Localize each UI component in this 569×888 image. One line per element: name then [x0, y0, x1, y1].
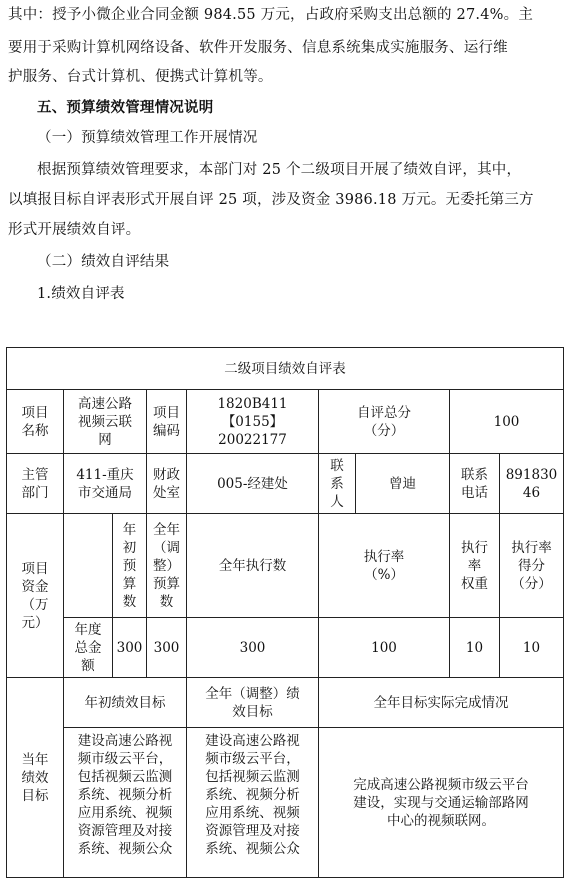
goal-adjusted-text: 建设高速公路视 频市级云平台， 包括视频云监测 系统、视频分析 应用系统、视频 资源管理及对接 系统、视频公众: [187, 728, 319, 878]
col-rate-weight: 执行 率 权重: [450, 514, 500, 618]
paragraph-line: 以填报目标自评表形式开展自评 25 项，涉及资金 3986.18 万元。无委托第三方: [8, 192, 534, 208]
contact-value: 曾迪: [356, 454, 450, 514]
annual-goal-label: 当年 绩效 目标: [7, 678, 64, 878]
paragraph-line: 其中：授予小微企业合同金额 984.55 万元，占政府采购支出总额的 27.4%。主: [8, 7, 534, 23]
goal-col-adjusted: 全年（调整）绩 效目标: [187, 678, 319, 728]
col-rate-score: 执行率 得分 （分）: [500, 514, 564, 618]
project-fund-label: 项目 资金 （万 元）: [7, 514, 64, 678]
annual-total-label: 年度 总金 额: [64, 618, 113, 678]
paragraph-line: 形式开展绩效自评。: [8, 222, 141, 238]
goal-initial-text: 建设高速公路视 频市级云平台， 包括视频云监测 系统、视频分析 应用系统、视频 资源管理及对接 系统、视频公众: [64, 728, 187, 878]
contact-label: 联 系 人: [319, 454, 356, 514]
annual-total-execution: 300: [187, 618, 319, 678]
annual-total-initial: 300: [113, 618, 147, 678]
blank-cell: [64, 514, 113, 618]
col-execution-rate: 执行率 （%）: [319, 514, 450, 618]
goal-col-initial: 年初绩效目标: [64, 678, 187, 728]
col-adjusted-budget: 全年 （调 整） 预算 数: [147, 514, 187, 618]
department-value: 411-重庆 市交通局: [64, 454, 147, 514]
goal-actual-text: 完成高速公路视频市级云平台 建设，实现与交通运输部路网 中心的视频联网。: [319, 728, 564, 878]
annual-total-score: 10: [500, 618, 564, 678]
section-heading: 五、预算绩效管理情况说明: [37, 99, 214, 116]
self-score-value: 100: [450, 390, 564, 454]
annual-total-rate: 100: [319, 618, 450, 678]
subsection-heading: （一）预算绩效管理工作开展情况: [37, 130, 258, 146]
subsection-heading: （二）绩效自评结果: [37, 254, 170, 270]
phone-label: 联系 电话: [450, 454, 500, 514]
subsection-heading: 1.绩效自评表: [37, 286, 125, 302]
annual-total-weight: 10: [450, 618, 500, 678]
project-name-label: 项目 名称: [7, 390, 64, 454]
project-code-value: 1820B411 【0155】 20022177: [187, 390, 319, 454]
col-initial-budget: 年 初 预 算 数: [113, 514, 147, 618]
phone-value: 891830 46: [500, 454, 564, 514]
performance-evaluation-table: [6, 347, 564, 878]
goal-col-actual: 全年目标实际完成情况: [319, 678, 564, 728]
col-annual-execution: 全年执行数: [187, 514, 319, 618]
finance-office-label: 财政 处室: [147, 454, 187, 514]
project-code-label: 项目 编码: [147, 390, 187, 454]
self-score-label: 自评总分 （分）: [319, 390, 450, 454]
project-name-value: 高速公路 视频云联 网: [64, 390, 147, 454]
paragraph-line: 护服务、台式计算机、便携式计算机等。: [8, 69, 273, 85]
department-label: 主管 部门: [7, 454, 64, 514]
paragraph-line: 根据预算绩效管理要求，本部门对 25 个二级项目开展了绩效自评，其中，: [37, 162, 522, 178]
table-title: 二级项目绩效自评表: [7, 348, 564, 390]
annual-total-adjusted: 300: [147, 618, 187, 678]
paragraph-line: 要用于采购计算机网络设备、软件开发服务、信息系统集成实施服务、运行维: [8, 40, 508, 56]
finance-office-value: 005-经建处: [187, 454, 319, 514]
